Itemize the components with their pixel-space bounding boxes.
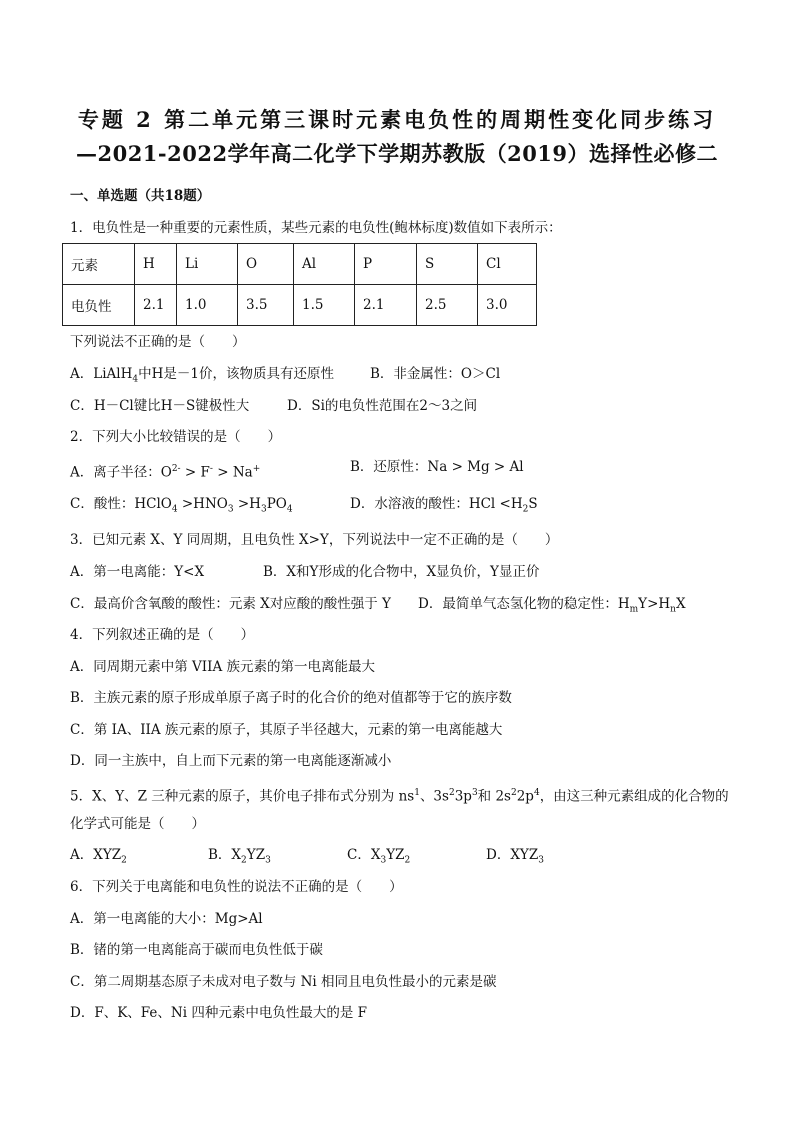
q6-option-d: D．F、K、Fe、Ni 四种元素中电负性最大的是 F xyxy=(70,1005,367,1021)
q5-option-c: C．$X_3YZ_2$ xyxy=(347,847,411,866)
q4-option-c: C．第 IA、IIA 族元素的原子，其原子半径越大，元素的第一电离能越大 xyxy=(70,722,503,738)
table-cell: 2.5 xyxy=(417,285,478,326)
table-cell: Li xyxy=(177,244,238,285)
table-cell: 元素 xyxy=(63,244,135,285)
q5-option-b: B．$X_2YZ_3$ xyxy=(208,847,271,866)
q3-option-d: D．最简单气态氢化物的稳定性：$H_mY>H_nX$ xyxy=(418,596,686,615)
q6-option-b: B．锗的第一电离能高于碳而电负性低于碳 xyxy=(70,942,323,958)
q1-option-a: A．LiAlH$_4$中H是－1价，该物质具有还原性 xyxy=(70,366,334,385)
q3-stem: 3．已知元素 X、Y 同周期，且电负性 X>Y，下列说法中一定不正确的是（ ） xyxy=(70,532,559,548)
table-cell: 1.5 xyxy=(294,285,355,326)
q1-option-b: B．非金属性：O＞Cl xyxy=(370,366,501,382)
q3-option-c: C．最高价含氧酸的酸性：元素 X对应酸的酸性强于 Y xyxy=(70,596,391,612)
doc-title-line1: 专题 2 第二单元第三课时元素电负性的周期性变化同步练习 xyxy=(77,107,717,132)
table-cell: Al xyxy=(294,244,355,285)
table-cell: P xyxy=(355,244,417,285)
q2-option-d: D．水溶液的酸性：HCl $<H_2S$ xyxy=(350,496,538,515)
q4-stem: 4．下列叙述正确的是（ ） xyxy=(70,627,255,643)
table-cell: S xyxy=(417,244,478,285)
table-cell: 2.1 xyxy=(355,285,417,326)
q5-option-a: A．$XYZ_2$ xyxy=(70,847,127,866)
q1-option-c: C．H－Cl键比H－S键极性大 xyxy=(70,398,250,414)
q4-option-b: B．主族元素的原子形成单原子离子时的化合价的绝对值都等于它的族序数 xyxy=(70,690,512,706)
q5-stem: 5．X、Y、Z 三种元素的原子，其价电子排布式分别为 $ns^1$、$3s^23p^3$和 $2s^22p^4$，由这三种元素组成的化合物的 xyxy=(70,788,729,805)
table-cell: O xyxy=(238,244,294,285)
table-cell: Cl xyxy=(478,244,537,285)
table-cell: 1.0 xyxy=(177,285,238,326)
table-cell: 3.5 xyxy=(238,285,294,326)
q5-stem-line2: 化学式可能是（ ） xyxy=(70,816,205,832)
q2-option-b: B．还原性：Na > Mg > Al xyxy=(350,459,524,475)
q5-option-d: D．$XYZ_3$ xyxy=(486,847,544,866)
q2-option-a: A．离子半径：$O^{2-} > F^- > Na^+$ xyxy=(70,464,261,481)
q4-option-a: A．同周期元素中第 VIIA 族元素的第一电离能最大 xyxy=(70,659,375,675)
q4-option-d: D．同一主族中，自上而下元素的第一电离能逐渐减小 xyxy=(70,753,392,769)
doc-title-line2: —2021-2022学年高二化学下学期苏教版（2019）选择性必修二 xyxy=(75,141,719,166)
electronegativity-table xyxy=(62,243,537,326)
table-cell: 3.0 xyxy=(478,285,537,326)
table-cell: H xyxy=(135,244,177,285)
q3-option-b: B．X和Y形成的化合物中，X显负价，Y显正价 xyxy=(263,564,540,580)
q6-stem: 6．下列关于电离能和电负性的说法不正确的是（ ） xyxy=(70,879,403,895)
q2-stem: 2．下列大小比较错误的是（ ） xyxy=(70,429,282,445)
q1-stem: 1．电负性是一种重要的元素性质，某些元素的电负性(鲍林标度)数值如下表所示： xyxy=(70,220,562,236)
table-row xyxy=(63,244,537,285)
table-row xyxy=(63,285,537,326)
q6-option-c: C．第二周期基态原子未成对电子数与 Ni 相同且电负性最小的元素是碳 xyxy=(70,974,497,990)
q1-ask: 下列说法不正确的是（ ） xyxy=(70,334,246,350)
table-cell: 2.1 xyxy=(135,285,177,326)
q2-option-c: C．酸性：HClO$_4$ $>HNO_3 >H_3PO_4$ xyxy=(70,496,293,515)
q1-option-d: D．Si的电负性范围在2～3之间 xyxy=(287,398,478,414)
table-cell: 电负性 xyxy=(63,285,135,326)
q3-option-a: A．第一电离能：Y<X xyxy=(70,564,205,580)
section-heading: 一、单选题（共18题） xyxy=(70,188,211,204)
q6-option-a: A．第一电离能的大小：Mg>Al xyxy=(70,911,263,927)
